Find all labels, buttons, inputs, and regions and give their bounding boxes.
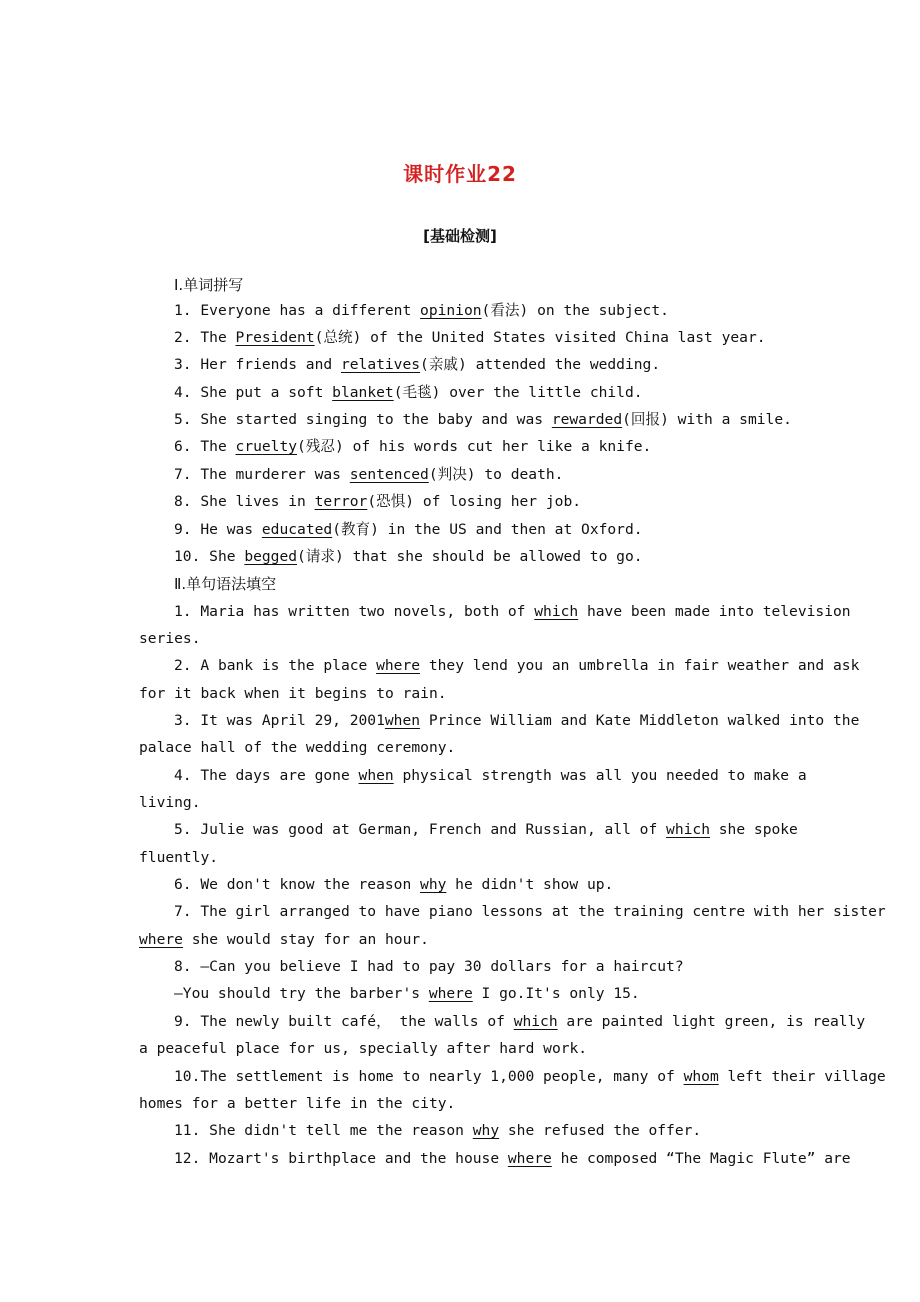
answer-text: which <box>513 1013 558 1030</box>
answer-text: begged <box>244 548 298 565</box>
item-number: 4. <box>174 384 192 401</box>
list-item <box>174 355 660 375</box>
list-item <box>174 492 581 512</box>
item-text: Everyone has a different <box>200 302 421 319</box>
item-text: are painted light green, is really <box>557 1013 866 1030</box>
item-text: have been made into television <box>578 603 851 620</box>
item-text: Her friends and <box>200 356 341 373</box>
item-text: Prince William and Kate Middleton walked into the <box>420 712 860 729</box>
item-text: (判决) to death. <box>428 466 564 483</box>
list-item-continuation: palace hall of the wedding ceremony. <box>139 739 456 756</box>
item-text: left their village <box>718 1068 886 1085</box>
list-item-continuation: homes for a better life in the city. <box>139 1095 456 1112</box>
list-item <box>174 902 886 922</box>
list-item-continuation: a peaceful place for us, specially after hard work. <box>139 1040 588 1057</box>
item-number: 6. <box>174 876 192 893</box>
item-number: 8. <box>174 493 192 510</box>
item-text: (教育) in the US and then at Oxford. <box>332 521 643 538</box>
item-number: 1. <box>174 302 192 319</box>
item-text: I go.It's only 15. <box>472 985 640 1002</box>
answer-text: which <box>534 603 579 620</box>
list-item <box>174 465 563 485</box>
answer-text: when <box>358 767 394 784</box>
answer-text: whom <box>683 1068 719 1085</box>
item-text: Maria has written two novels, both of <box>200 603 535 620</box>
item-text: Mozart's birthplace and the house <box>209 1150 508 1167</box>
item-text: she refused the offer. <box>499 1122 702 1139</box>
answer-text: President <box>235 329 315 346</box>
item-text: (看法) on the subject. <box>481 302 669 319</box>
list-item-continuation: series. <box>139 630 201 647</box>
item-text: he didn't show up. <box>446 876 614 893</box>
item-number: 10. <box>174 1068 201 1085</box>
list-item <box>174 656 859 676</box>
list-item-continuation <box>139 930 429 950</box>
list-item <box>174 1067 886 1087</box>
item-text: —Can you believe I had to pay 30 dollars for a haircut? <box>200 958 684 975</box>
item-text: (总统) of the United States visited China last year. <box>314 329 766 346</box>
item-text: The murderer was <box>200 466 350 483</box>
item-number: 7. <box>174 466 192 483</box>
item-text: (亲戚) attended the wedding. <box>420 356 661 373</box>
item-text: The newly built café， the walls of <box>200 1013 514 1030</box>
item-text: —You should try the barber's <box>174 985 429 1002</box>
item-number: 12. <box>174 1150 201 1167</box>
list-item <box>174 328 766 348</box>
item-text: they lend you an umbrella in fair weather and ask <box>420 657 860 674</box>
item-text: (请求) that she should be allowed to go. <box>297 548 643 565</box>
item-number: 2. <box>174 329 192 346</box>
list-item <box>174 437 651 457</box>
list-item <box>174 766 807 786</box>
item-text: The <box>200 329 236 346</box>
item-number: 5. <box>174 411 192 428</box>
item-number: 10. <box>174 548 201 565</box>
item-text: We don't know the reason <box>200 876 421 893</box>
list-item-continuation: fluently. <box>139 849 219 866</box>
item-text: He was <box>200 521 262 538</box>
section-subtitle: [基础检测] <box>423 227 497 245</box>
answer-text: opinion <box>420 302 482 319</box>
item-number: 11. <box>174 1122 201 1139</box>
answer-text: where <box>376 657 421 674</box>
item-number: 6. <box>174 438 192 455</box>
answer-text: why <box>472 1122 500 1139</box>
item-text: It was April 29, 2001 <box>200 712 385 729</box>
answer-text: educated <box>261 521 333 538</box>
item-text: (恐惧) of losing her job. <box>367 493 582 510</box>
item-text: She <box>209 548 245 565</box>
list-item <box>174 1012 865 1032</box>
item-text: she would stay for an hour. <box>182 931 429 948</box>
item-text: The girl arranged to have piano lessons at the training centre with her sister <box>200 903 886 920</box>
list-item <box>174 875 613 895</box>
item-text: (回报) with a smile. <box>622 411 792 428</box>
item-number: 2. <box>174 657 192 674</box>
item-text: she spoke <box>709 821 798 838</box>
section-heading: Ⅱ.单句语法填空 <box>174 575 277 593</box>
item-text: The days are gone <box>200 767 359 784</box>
item-text: (毛毯) over the little child. <box>393 384 643 401</box>
section-heading: Ⅰ.单词拼写 <box>174 276 244 294</box>
item-text: physical strength was all you needed to make a <box>393 767 807 784</box>
item-text: The <box>200 438 236 455</box>
answer-text: where <box>507 1150 552 1167</box>
list-item <box>174 820 798 840</box>
item-number: 3. <box>174 356 192 373</box>
list-item <box>174 301 669 321</box>
answer-text: blanket <box>332 384 394 401</box>
answer-text: why <box>420 876 447 893</box>
list-item <box>174 957 684 977</box>
list-item-continuation: for it back when it begins to rain. <box>139 685 447 702</box>
item-number: 4. <box>174 767 192 784</box>
list-item <box>174 547 643 567</box>
item-number: 9. <box>174 521 192 538</box>
item-text: A bank is the place <box>200 657 377 674</box>
list-item-continuation: living. <box>139 794 201 811</box>
item-text: She lives in <box>200 493 315 510</box>
item-number: 3. <box>174 712 192 729</box>
answer-text: which <box>666 821 710 838</box>
answer-text: terror <box>314 493 368 510</box>
item-text: She didn't tell me the reason <box>209 1122 473 1139</box>
answer-text: cruelty <box>235 438 298 455</box>
answer-text: rewarded <box>551 411 623 428</box>
list-item <box>174 1149 851 1169</box>
item-text: (残忍) of his words cut her like a knife. <box>297 438 652 455</box>
item-text: Julie was good at German, French and Russian, all of <box>200 821 667 838</box>
item-number: 1. <box>174 603 192 620</box>
list-item-continuation <box>174 984 640 1004</box>
item-text: She put a soft <box>200 384 333 401</box>
item-text: The settlement is home to nearly 1,000 people, many of <box>200 1068 684 1085</box>
list-item <box>174 1121 701 1141</box>
answer-text: where <box>139 931 183 948</box>
answer-text: sentenced <box>349 466 429 483</box>
list-item <box>174 520 643 540</box>
list-item <box>174 383 643 403</box>
answer-text: where <box>428 985 473 1002</box>
item-number: 8. <box>174 958 192 975</box>
item-number: 9. <box>174 1013 192 1030</box>
answer-text: when <box>384 712 421 729</box>
item-text: She started singing to the baby and was <box>200 411 552 428</box>
list-item <box>174 602 851 622</box>
list-item <box>174 711 859 731</box>
item-number: 7. <box>174 903 192 920</box>
answer-text: relatives <box>340 356 421 373</box>
item-number: 5. <box>174 821 192 838</box>
page-title: 课时作业22 <box>403 162 517 186</box>
item-text: he composed “The Magic Flute” are <box>551 1150 851 1167</box>
list-item <box>174 410 792 430</box>
